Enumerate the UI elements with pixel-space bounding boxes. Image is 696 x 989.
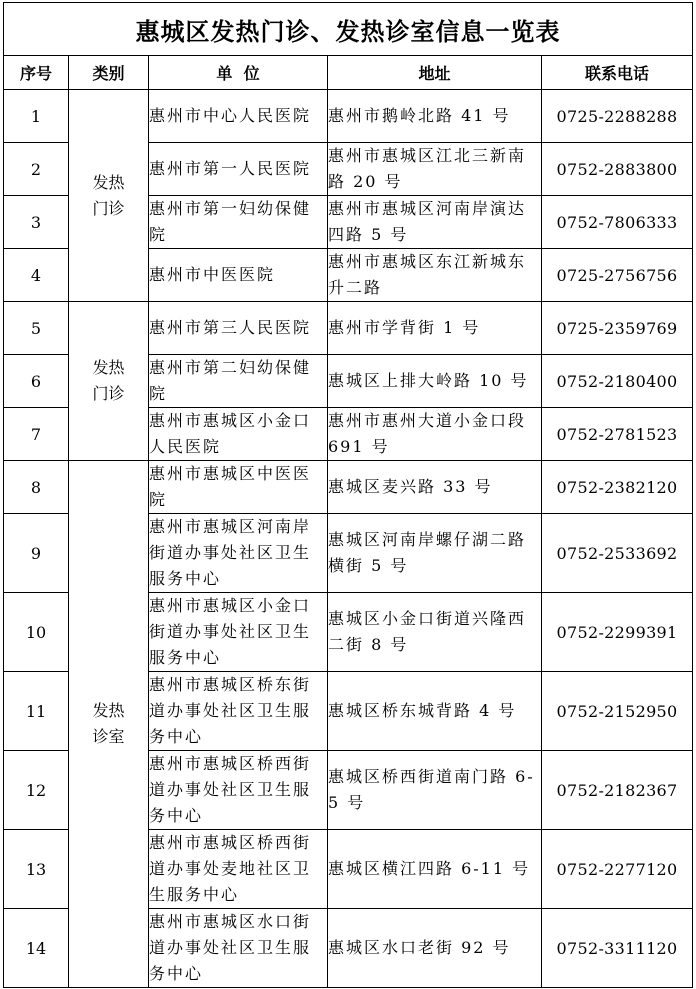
row-unit: 惠州市惠城区小金口人民医院 xyxy=(149,408,328,461)
document-page xyxy=(3,2,692,989)
row-phone: 0752-3311120 xyxy=(542,909,693,988)
table-row xyxy=(4,90,693,143)
table-row xyxy=(4,461,693,514)
row-unit: 惠州市中医医院 xyxy=(149,249,328,302)
row-unit: 惠州市惠城区小金口街道办事处社区卫生服务中心 xyxy=(149,593,328,672)
row-phone: 0752-2182367 xyxy=(542,751,693,830)
row-unit: 惠州市中心人民医院 xyxy=(149,90,328,143)
category-fever-room xyxy=(69,461,149,988)
row-address: 惠城区桥东城背路 4 号 xyxy=(328,672,542,751)
row-index: 2 xyxy=(4,143,69,196)
row-index: 12 xyxy=(4,751,69,830)
row-unit: 惠州市惠城区河南岸街道办事处社区卫生服务中心 xyxy=(149,514,328,593)
row-phone: 0752-2277120 xyxy=(542,830,693,909)
row-address: 惠州市学背街 1 号 xyxy=(328,302,542,355)
category-label: 发热门诊 xyxy=(92,172,125,218)
row-index: 13 xyxy=(4,830,69,909)
row-address: 惠州市惠城区河南岸演达四路 5 号 xyxy=(328,196,542,249)
header-phone: 联系电话 xyxy=(542,56,693,90)
row-address: 惠城区小金口街道兴隆西二街 8 号 xyxy=(328,593,542,672)
row-address: 惠城区横江四路 6-11 号 xyxy=(328,830,542,909)
row-phone: 0752-7806333 xyxy=(542,196,693,249)
row-address: 惠城区桥西街道南门路 6-5 号 xyxy=(328,751,542,830)
row-index: 8 xyxy=(4,461,69,514)
row-index: 1 xyxy=(4,90,69,143)
row-phone: 0725-2359769 xyxy=(542,302,693,355)
row-index: 3 xyxy=(4,196,69,249)
header-address: 地址 xyxy=(328,56,542,90)
header-index: 序号 xyxy=(4,56,69,90)
row-unit: 惠州市惠城区桥西街道办事处社区卫生服务中心 xyxy=(149,751,328,830)
row-unit: 惠州市第一妇幼保健院 xyxy=(149,196,328,249)
row-address: 惠城区麦兴路 33 号 xyxy=(328,461,542,514)
row-index: 11 xyxy=(4,672,69,751)
row-unit: 惠州市第三人民医院 xyxy=(149,302,328,355)
table-title: 惠城区发热门诊、发热诊室信息一览表 xyxy=(4,3,693,56)
header-unit: 单 位 xyxy=(149,56,328,90)
info-table xyxy=(3,2,693,988)
header-category: 类别 xyxy=(69,56,149,90)
row-index: 14 xyxy=(4,909,69,988)
row-unit: 惠州市惠城区桥西街道办事处麦地社区卫生服务中心 xyxy=(149,830,328,909)
row-address: 惠城区水口老街 92 号 xyxy=(328,909,542,988)
row-index: 7 xyxy=(4,408,69,461)
row-phone: 0752-2180400 xyxy=(542,355,693,408)
row-phone: 0752-2382120 xyxy=(542,461,693,514)
row-address: 惠州市鹅岭北路 41 号 xyxy=(328,90,542,143)
row-index: 5 xyxy=(4,302,69,355)
row-address: 惠州市惠州大道小金口段 691 号 xyxy=(328,408,542,461)
row-phone: 0752-2781523 xyxy=(542,408,693,461)
row-phone: 0752-2299391 xyxy=(542,593,693,672)
row-index: 6 xyxy=(4,355,69,408)
row-index: 9 xyxy=(4,514,69,593)
row-unit: 惠州市惠城区中医医院 xyxy=(149,461,328,514)
row-phone: 0752-2152950 xyxy=(542,672,693,751)
row-address: 惠州市惠城区东江新城东升二路 xyxy=(328,249,542,302)
row-address: 惠城区河南岸螺仔湖二路横街 5 号 xyxy=(328,514,542,593)
row-phone: 0725-2288288 xyxy=(542,90,693,143)
row-unit: 惠州市惠城区桥东街道办事处社区卫生服务中心 xyxy=(149,672,328,751)
row-phone: 0752-2883800 xyxy=(542,143,693,196)
row-address: 惠州市惠城区江北三新南路 20 号 xyxy=(328,143,542,196)
row-unit: 惠州市第二妇幼保健院 xyxy=(149,355,328,408)
category-label: 发热诊室 xyxy=(92,701,125,746)
row-index: 4 xyxy=(4,249,69,302)
row-unit: 惠州市第一人民医院 xyxy=(149,143,328,196)
category-fever-clinic xyxy=(69,302,149,461)
table-row xyxy=(4,302,693,355)
row-phone: 0725-2756756 xyxy=(542,249,693,302)
row-index: 10 xyxy=(4,593,69,672)
category-fever-clinic xyxy=(69,90,149,302)
row-unit: 惠州市惠城区水口街道办事处社区卫生服务中心 xyxy=(149,909,328,988)
row-address: 惠城区上排大岭路 10 号 xyxy=(328,355,542,408)
row-phone: 0752-2533692 xyxy=(542,514,693,593)
category-label: 发热门诊 xyxy=(92,358,125,403)
